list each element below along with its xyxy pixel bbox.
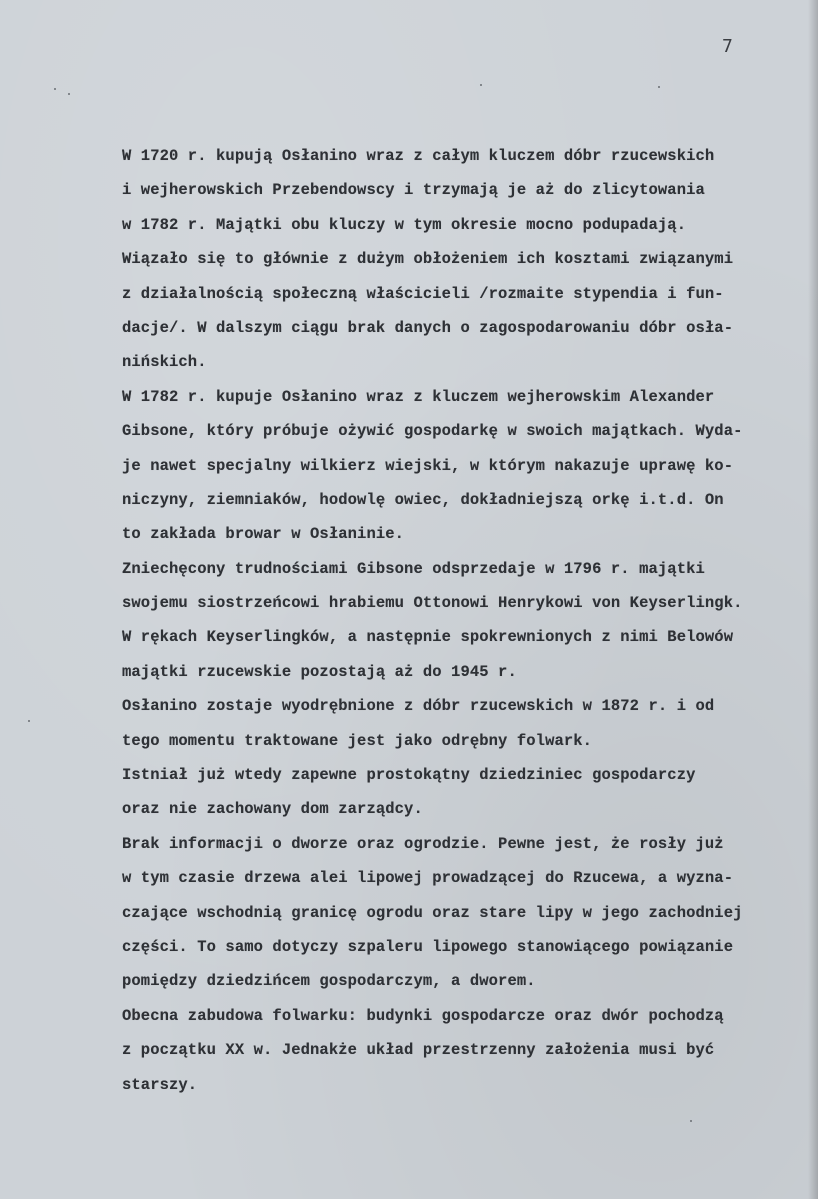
text-line: dacje/. W dalszym ciągu brak danych o zagospodarowaniu dóbr osła- [122, 318, 734, 337]
text-line: nińskich. [122, 353, 207, 372]
typewritten-text-body [122, 139, 812, 1102]
text-line: starszy. [122, 1075, 198, 1094]
text-line: niczyny, ziemniaków, hodowlę owiec, dokładniejszą orkę i.t.d. On [122, 490, 724, 509]
text-line: Zniechęcony trudnościami Gibsone odsprzedaje w 1796 r. majątki [122, 559, 705, 578]
text-line: W 1782 r. kupuje Osłanino wraz z kluczem wejherowskim Alexander [122, 387, 715, 406]
text-line: z działalnością społeczną właścicieli /rozmaite stypendia i fun- [122, 284, 724, 303]
text-line: pomiędzy dziedzińcem gospodarczym, a dworem. [122, 972, 536, 991]
text-line: je nawet specjalny wilkierz wiejski, w którym nakazuje uprawę ko- [122, 456, 734, 475]
text-line: i wejherowskich Przebendowscy i trzymają je aż do zlicytowania [122, 181, 705, 200]
text-line: Brak informacji o dworze oraz ogrodzie. Pewne jest, że rosły już [122, 834, 724, 853]
text-line: Obecna zabudowa folwarku: budynki gospodarcze oraz dwór pochodzą [122, 1006, 724, 1025]
text-line: z początku XX w. Jednakże układ przestrzenny założenia musi być [122, 1041, 715, 1060]
text-line: majątki rzucewskie pozostają aż do 1945 r. [122, 662, 517, 681]
text-line: Gibsone, który próbuje ożywić gospodarkę w swoich majątkach. Wyda- [122, 422, 743, 441]
text-line: W 1720 r. kupują Osłanino wraz z całym kluczem dóbr rzucewskich [122, 147, 715, 165]
text-line: to zakłada browar w Osłaninie. [122, 525, 405, 544]
scan-speck [28, 720, 30, 722]
text-line: swojemu siostrzeńcowi hrabiemu Ottonowi Henrykowi von Keyserlingk. [122, 594, 743, 613]
text-line: W rękach Keyserlingków, a następnie spokrewnionych z nimi Belowów [122, 628, 734, 647]
text-line: w 1782 r. Majątki obu kluczy w tym okresie mocno podupadają. [122, 215, 687, 234]
text-line: w tym czasie drzewa alei lipowej prowadzącej do Rzucewa, a wyzna- [122, 869, 734, 888]
scan-speck [54, 88, 56, 90]
text-line: tego momentu traktowane jest jako odrębny folwark. [122, 731, 593, 750]
text-line: oraz nie zachowany dom zarządcy. [122, 800, 423, 819]
text-line: czające wschodnią granicę ogrodu oraz stare lipy w jego zachodniej [122, 903, 743, 922]
scan-speck [480, 84, 482, 86]
text-line: Osłanino zostaje wyodrębnione z dóbr rzucewskich w 1872 r. i od [122, 697, 715, 716]
page-number: 7 [722, 36, 733, 57]
text-line: Istniał już wtedy zapewne prostokątny dziedziniec gospodarczy [122, 766, 696, 785]
text-line: części. To samo dotyczy szpaleru lipowego stanowiącego powiązanie [122, 937, 734, 956]
text-line: Wiązało się to głównie z dużym obłożeniem ich kosztami związanymi [122, 250, 734, 269]
scan-speck [658, 86, 660, 88]
scan-speck [690, 1120, 692, 1122]
scan-speck [68, 93, 70, 95]
